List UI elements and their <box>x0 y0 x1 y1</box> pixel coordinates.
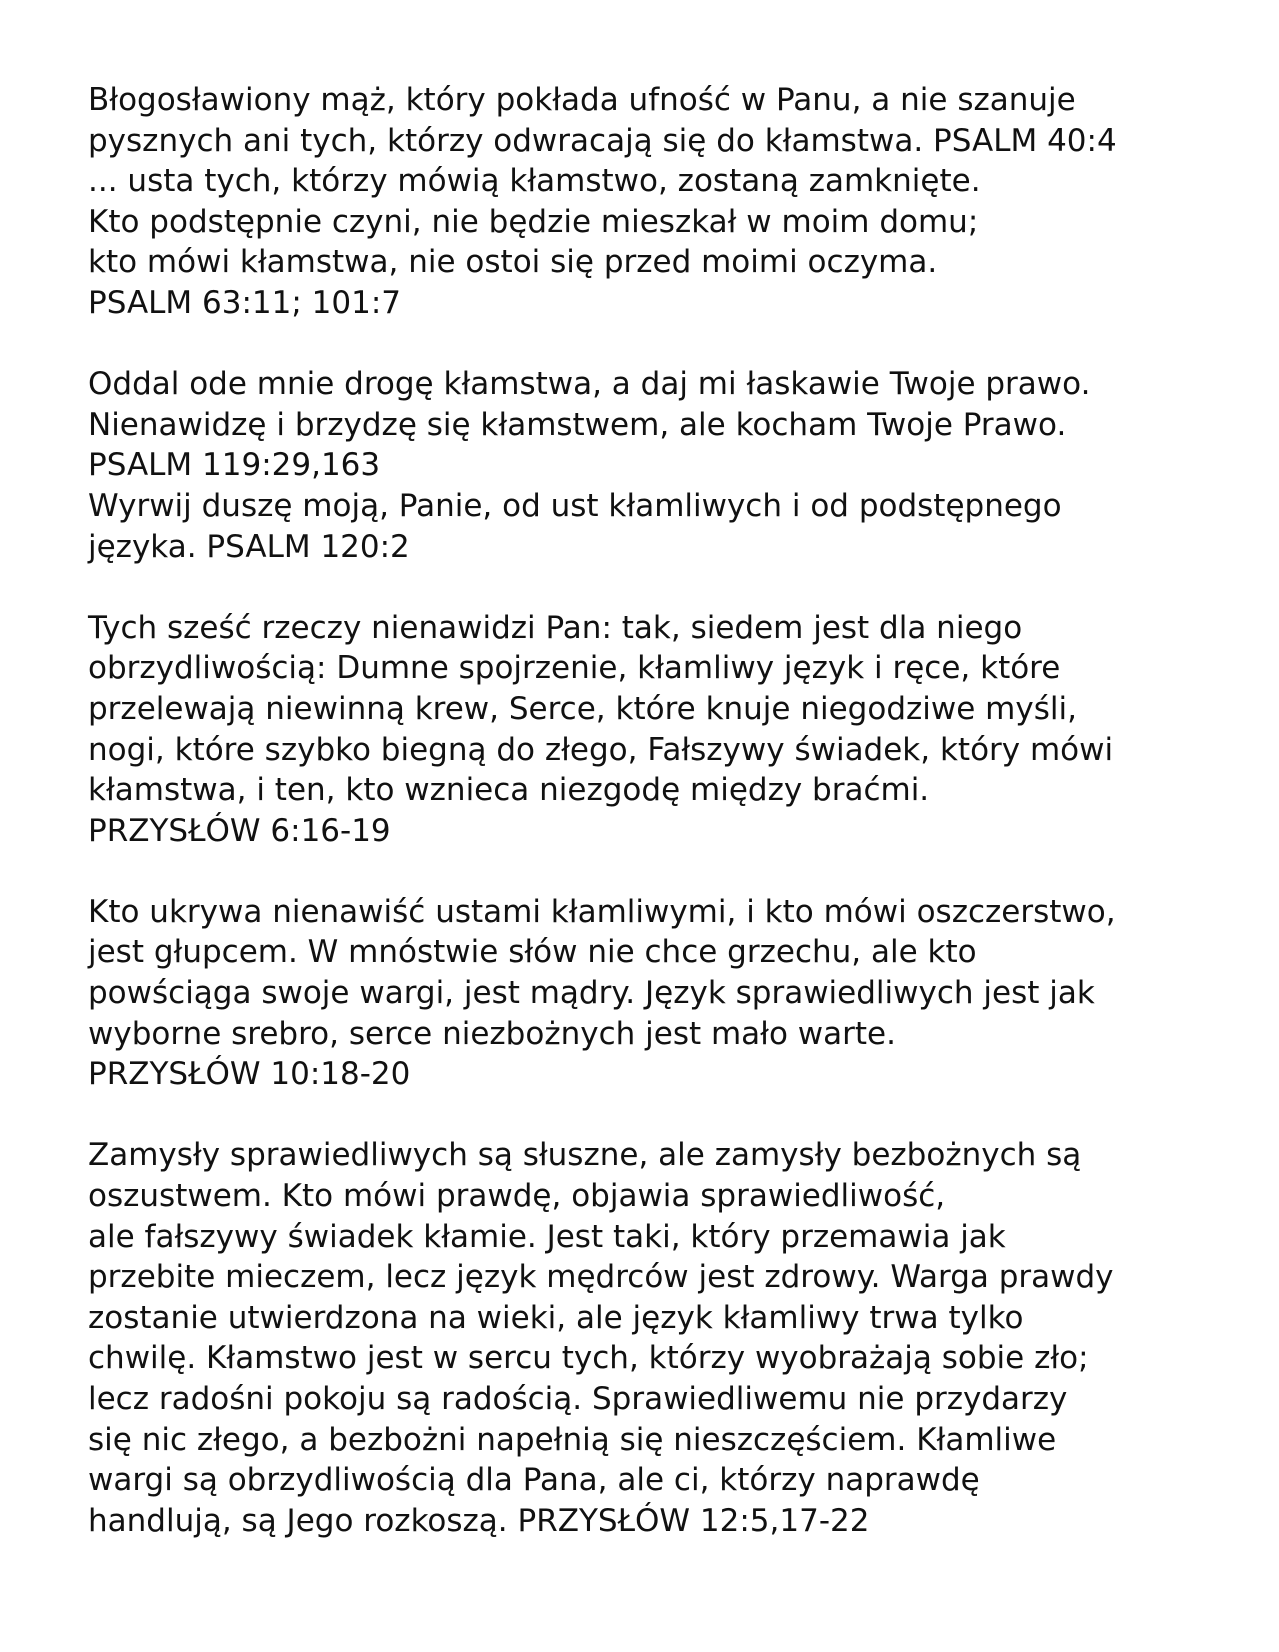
text-line: lecz radośni pokoju są radością. Sprawiedliwemu nie przydarzy <box>88 1381 1068 1417</box>
verse-reference: PSALM 63:11; 101:7 <box>88 284 401 321</box>
verse-reference: PSALM 119:29,163 <box>88 447 381 484</box>
paragraph-spacer <box>88 324 1228 365</box>
text-line: Wyrwij duszę moją, Panie, od ust kłamliwych i od podstępnego <box>88 487 1062 524</box>
text-line: chwilę. Kłamstwo jest w sercu tych, którzy wyobrażają sobie zło; <box>88 1340 1089 1377</box>
text-line: przebite mieczem, lecz język mędrców jest zdrowy. Warga prawdy <box>88 1259 1114 1296</box>
text-line: ale fałszywy świadek kłamie. Jest taki, który przemawia jak <box>88 1218 1006 1255</box>
paragraph-proverbs-6 <box>88 608 1228 852</box>
text-line: zostanie utwierdzona na wieki, ale język kłamliwy trwa tylko <box>88 1299 1024 1336</box>
text-line: Kto ukrywa nienawiść ustami kłamliwymi, i kto mówi oszczerstwo, <box>88 893 1116 930</box>
text-line: obrzydliwością: Dumne spojrzenie, kłamliwy język i ręce, które <box>88 650 1061 687</box>
verse-reference: PRZYSŁÓW 6:16-19 <box>88 812 391 849</box>
text-line: Zamysły sprawiedliwych są słuszne, ale zamysły bezbożnych są <box>88 1137 1082 1174</box>
verse-reference: PRZYSŁÓW 10:18-20 <box>88 1056 411 1093</box>
text-line: Oddal ode mnie drogę kłamstwa, a daj mi łaskawie Twoje prawo. <box>88 366 1091 403</box>
paragraph-psalm-40-63-101 <box>88 80 1228 324</box>
paragraph-proverbs-12 <box>88 1135 1228 1541</box>
text-line: języka. PSALM 120:2 <box>88 528 410 565</box>
text-line: handlują, są Jego rozkoszą. PRZYSŁÓW 12:5,17-22 <box>88 1502 870 1539</box>
text-line: jest głupcem. W mnóstwie słów nie chce grzechu, ale kto <box>88 934 977 971</box>
text-line: kto mówi kłamstwa, nie ostoi się przed moimi oczyma. <box>88 244 938 281</box>
text-line: powściąga swoje wargi, jest mądry. Język sprawiedliwych jest jak <box>88 975 1095 1012</box>
text-line: wargi są obrzydliwością dla Pana, ale ci, którzy naprawdę <box>88 1462 980 1499</box>
text-line: wyborne srebro, serce niezbożnych jest mało warte. <box>88 1015 896 1052</box>
text-line: Kto podstępnie czyni, nie będzie mieszkał w moim domu; <box>88 203 979 240</box>
text-line: nogi, które szybko biegną do złego, Fałszywy świadek, który mówi <box>88 731 1114 768</box>
paragraph-spacer <box>88 851 1228 892</box>
text-line: Tych sześć rzeczy nienawidzi Pan: tak, siedem jest dla niego <box>88 609 1023 646</box>
text-line: przelewają niewinną krew, Serce, które knuje niegodziwe myśli, <box>88 690 1077 727</box>
text-line: pysznych ani tych, którzy odwracają się do kłamstwa. PSALM 40:4 <box>88 122 1117 159</box>
paragraph-spacer <box>88 1095 1228 1136</box>
text-line: Nienawidzę i brzydzę się kłamstwem, ale kocham Twoje Prawo. <box>88 406 1067 443</box>
text-line: Błogosławiony mąż, który pokłada ufność w Panu, a nie szanuje <box>88 82 1076 118</box>
text-line: ... usta tych, którzy mówią kłamstwo, zostaną zamknięte. <box>88 163 981 200</box>
text-line: się nic złego, a bezbożni napełnią się nieszczęściem. Kłamliwe <box>88 1421 1057 1458</box>
scripture-text <box>88 80 1228 1541</box>
text-line: kłamstwa, i ten, kto wznieca niezgodę między braćmi. <box>88 772 930 809</box>
text-line: oszustwem. Kto mówi prawdę, objawia sprawiedliwość, <box>88 1178 946 1215</box>
paragraph-psalm-119-120 <box>88 364 1228 567</box>
paragraph-spacer <box>88 567 1228 608</box>
paragraph-proverbs-10 <box>88 892 1228 1095</box>
